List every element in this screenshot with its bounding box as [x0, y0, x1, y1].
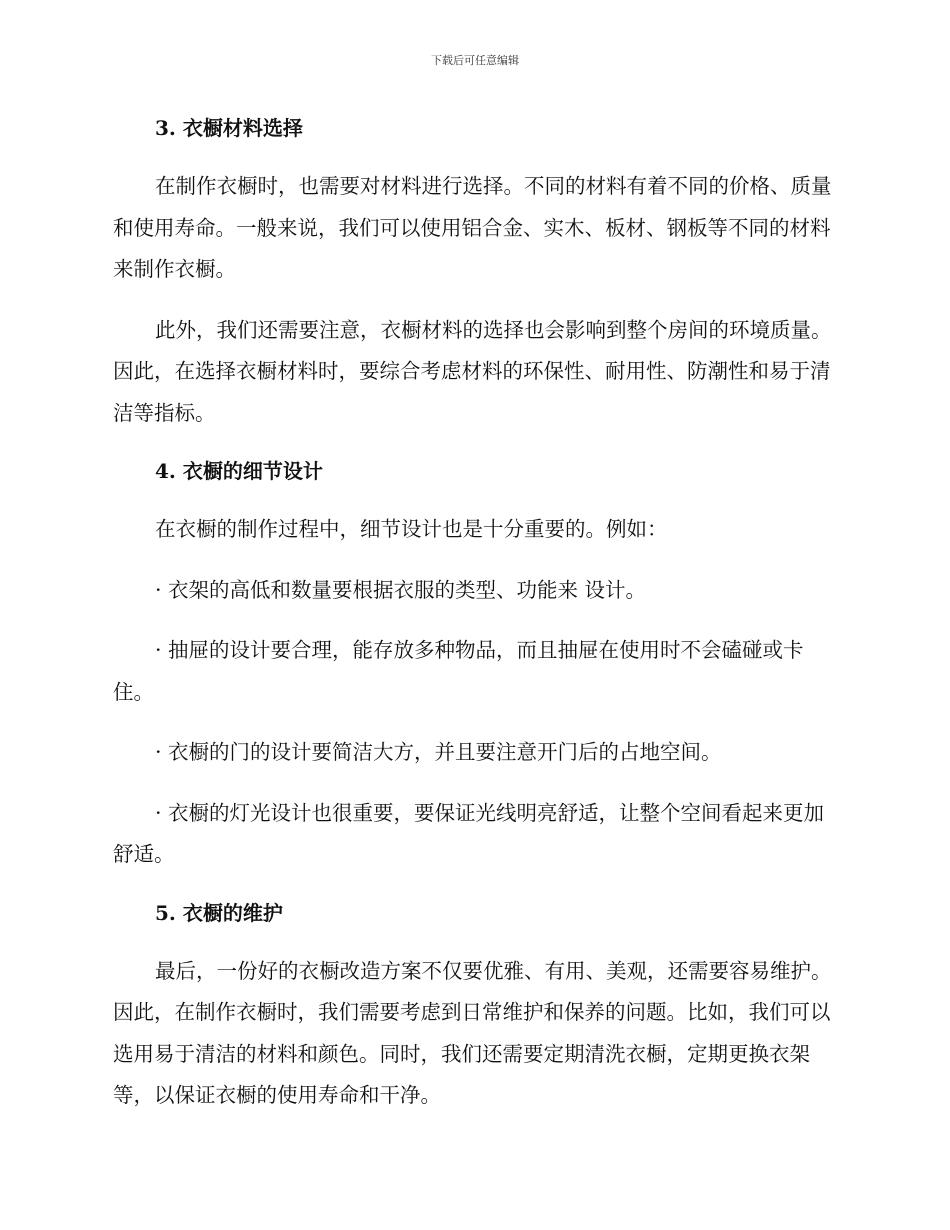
document-body: [113, 110, 835, 1136]
list-item: · 抽屉的设计要合理，能存放多种物品，而且抽屉在使用时不会磕碰或卡住。: [113, 638, 804, 704]
paragraph: 在制作衣橱时，也需要对材料进行选择。不同的材料有着不同的价格、质量和使用寿命。一般来说，我们可以使用铝合金、实木、板材、钢板等不同的材料来制作衣橱。: [113, 174, 832, 281]
section-heading: 4. 衣橱的细节设计: [155, 459, 323, 483]
paragraph: 此外，我们还需要注意，衣橱材料的选择也会影响到整个房间的环境质量。因此，在选择衣橱材料时，要综合考虑材料的环保性、耐用性、防潮性和易于清洁等指标。: [113, 317, 832, 425]
paragraph: 最后，一份好的衣橱改造方案不仅要优雅、有用、美观，还需要容易维护。因此，在制作衣橱时，我们需要考虑到日常维护和保养的问题。比如，我们可以选用易于清洁的材料和颜色。同时，我们还需要定期清洗衣橱，定期更换衣架等，以保证衣橱的使用寿命和干净。: [113, 958, 832, 1107]
paragraph: 在衣橱的制作过程中，细节设计也是十分重要的。例如：: [155, 517, 668, 541]
section-heading: 5. 衣橱的维护: [155, 900, 283, 925]
page-header: 下载后可任意编辑: [431, 54, 519, 67]
list-item: · 衣橱的灯光设计也很重要，要保证光线明亮舒适，让整个空间看起来更加舒适。: [113, 800, 825, 866]
section-heading: 3. 衣橱材料选择: [155, 116, 303, 140]
list-item: · 衣架的高低和数量要根据衣服的类型、功能来 设计。: [155, 577, 647, 602]
list-item: · 衣橱的门的设计要简洁大方，并且要注意开门后的占地空间。: [155, 740, 722, 764]
